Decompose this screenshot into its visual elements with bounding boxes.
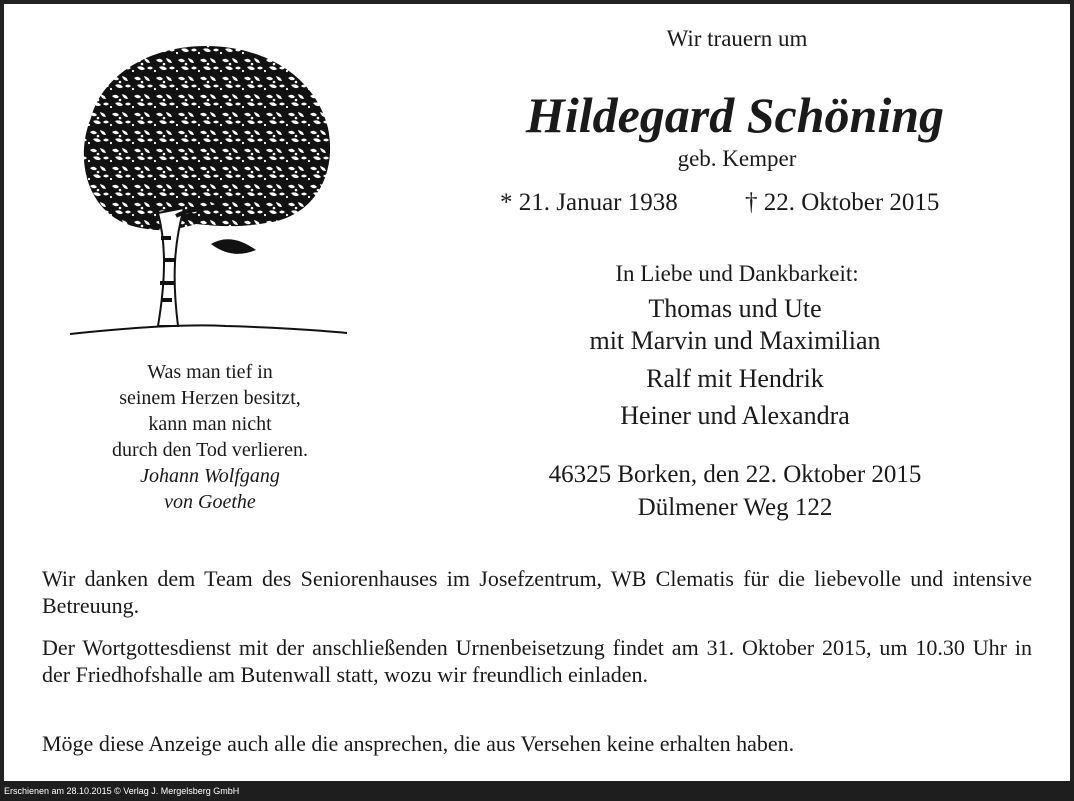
street-address: Dülmener Weg 122: [637, 494, 833, 521]
maiden-name: geb. Kemper: [677, 146, 797, 171]
mourner-line: Thomas und Ute: [648, 294, 822, 323]
quote-line: seinem Herzen besitzt,: [119, 387, 301, 409]
mourner-line: Heiner und Alexandra: [620, 401, 850, 430]
birth-date: * 21. Januar 1938: [500, 189, 678, 216]
closing-paragraph: Möge diese Anzeige auch alle die ansprechen, die aus Versehen keine erhalten haben.: [42, 731, 795, 756]
quote-line: kann man nicht: [148, 413, 272, 435]
quote-line: Was man tief in: [147, 361, 273, 383]
thanks-paragraph: Wir danken dem Team des Seniorenhauses im Josefzentrum, WB Clematis für die liebevolle und intensive Betreuung.: [42, 566, 1032, 618]
mourners-heading: In Liebe und Dankbarkeit:: [615, 261, 859, 286]
mourner-line: mit Marvin und Maximilian: [589, 326, 881, 355]
quote-author: Johann Wolfgang: [140, 465, 280, 487]
quote-line: durch den Tod verlieren.: [112, 439, 308, 461]
quote-author: von Goethe: [164, 491, 256, 513]
place-date: 46325 Borken, den 22. Oktober 2015: [548, 461, 922, 488]
mourner-line: Ralf mit Hendrik: [646, 364, 824, 393]
publication-footer: Erschienen am 28.10.2015 © Verlag J. Mergelsberg GmbH: [0, 781, 1074, 801]
tree-icon: [66, 38, 351, 338]
intro-line: Wir trauern um: [666, 26, 808, 51]
deceased-name: Hildegard Schöning: [525, 87, 945, 143]
quote-block: [70, 359, 350, 515]
death-date: † 22. Oktober 2015: [745, 189, 940, 216]
service-paragraph: Der Wortgottesdienst mit der anschließenden Urnenbeisetzung findet am 31. Oktober 2015, um 10.30 Uhr in der Friedhofshalle am Butenwall statt, wozu wir freundlich einladen.: [42, 635, 1032, 687]
